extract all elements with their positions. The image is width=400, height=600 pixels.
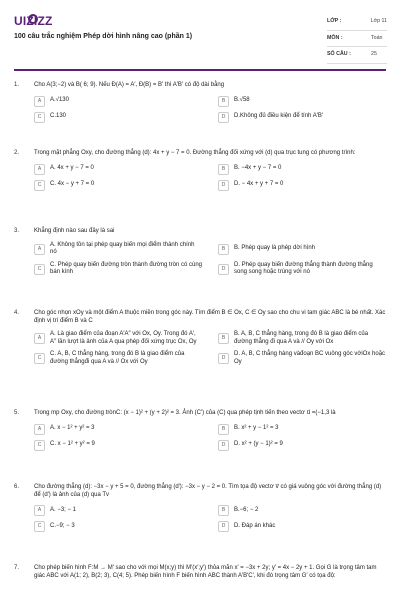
option-b[interactable] <box>218 424 386 435</box>
meta-table <box>327 14 387 64</box>
question-7 <box>14 565 386 580</box>
option-letter: C <box>34 521 45 532</box>
question-number: 3. <box>14 228 20 234</box>
option-letter: C <box>34 264 45 275</box>
question-stem: Trong mp Oxy, cho đường trònC: (x − 1)² + (y + 2)² = 3. Ảnh (C′) của (C) qua phép tịnh tiến theo vectơ u⃗ =(−1,3 là <box>34 410 336 416</box>
option-text: D. A, B, C thẳng hàng vàđoạn BC vuông góc vớiOx hoặc Oy <box>234 351 386 365</box>
option-text: A. x − 1² + y² = 3 <box>50 425 95 432</box>
option-a[interactable] <box>34 505 202 516</box>
option-text: C.−9; − 3 <box>50 522 75 529</box>
option-a[interactable] <box>34 164 202 175</box>
option-letter: C <box>34 112 45 123</box>
option-letter: A <box>34 96 45 107</box>
meta-row-class <box>327 14 387 31</box>
option-letter: A <box>34 424 45 435</box>
question-number: 4. <box>14 310 20 316</box>
meta-value: 25 <box>371 51 377 58</box>
option-d[interactable] <box>218 351 386 366</box>
question-1 <box>14 82 386 123</box>
question-number: 7. <box>14 565 20 571</box>
option-b[interactable] <box>218 96 386 107</box>
option-c[interactable] <box>34 262 202 277</box>
options-grid <box>34 505 386 532</box>
option-d[interactable] <box>218 521 386 532</box>
option-b[interactable] <box>218 242 386 257</box>
option-letter: A <box>34 505 45 516</box>
option-letter: D <box>218 180 229 191</box>
meta-value: Toán <box>371 34 383 41</box>
option-text: A. −3; − 1 <box>50 506 77 513</box>
question-3 <box>14 228 386 277</box>
option-text: A. Không tồn tại phép quay biến mọi điểm thành chính nó <box>50 241 195 255</box>
option-letter: D <box>218 112 229 123</box>
option-text: A. Là giao điểm của đoạn A′A″ với Ox, Oy. Trong đó A′, A″ lần lượt là ảnh của A qua phép đối xứng trục Ox, Oy <box>50 331 197 345</box>
option-letter: D <box>218 353 229 364</box>
option-text: D. − 4x + y + 7 = 0 <box>234 181 284 188</box>
option-text: D. Đáp án khác <box>234 522 276 529</box>
option-c[interactable] <box>34 440 202 451</box>
meta-row-subject <box>327 31 387 48</box>
meta-key: LỚP : <box>327 18 342 24</box>
header-divider <box>14 69 386 71</box>
meta-key: SỐ CÂU : <box>327 51 351 58</box>
option-letter: C <box>34 440 45 451</box>
option-c[interactable] <box>34 351 202 366</box>
options-grid <box>34 96 386 123</box>
option-letter: B <box>218 244 229 255</box>
meta-key: MÔN : <box>327 34 343 41</box>
option-d[interactable] <box>218 262 386 277</box>
option-letter: D <box>218 521 229 532</box>
logo-q-icon <box>28 14 38 24</box>
meta-value: Lớp 11 <box>370 18 387 24</box>
option-text: B.−6; − 2 <box>234 506 259 513</box>
option-d[interactable] <box>218 112 386 123</box>
options-grid <box>34 164 386 191</box>
option-letter: B <box>218 424 229 435</box>
option-text: B. x² + y − 1² = 3 <box>234 425 279 432</box>
option-a[interactable] <box>34 331 202 346</box>
option-letter: C <box>34 180 45 191</box>
option-letter: B <box>218 333 229 344</box>
option-text: A. 4x + y − 7 = 0 <box>50 165 94 172</box>
option-a[interactable] <box>34 424 202 435</box>
option-text: C. 4x − y + 7 = 0 <box>50 181 95 188</box>
question-stem: Trong mặt phẳng Oxy, cho đường thẳng (d): 4x + y − 7 = 0. Đường thẳng đối xứng với (d) qua trục tung có phương trình: <box>34 150 356 156</box>
option-a[interactable] <box>34 242 202 257</box>
meta-row-count <box>327 47 387 64</box>
option-b[interactable] <box>218 505 386 516</box>
option-letter: B <box>218 505 229 516</box>
page-title: 100 câu trắc nghiệm Phép dời hình nâng cao (phần 1) <box>14 33 193 40</box>
option-text: D.Không đủ điều kiện để tính A′B′ <box>234 113 323 120</box>
question-stem: Cho đường thẳng (d): −3x − y + 5 = 0, đường thẳng (d′): −3x − y − 2 = 0. Tìm tọa độ vectơ v⃗ có giá vuông góc với đường thẳng (d) để (d′) là ảnh của (d) qua Tv <box>34 484 382 498</box>
question-5 <box>14 410 386 451</box>
option-letter: A <box>34 333 45 344</box>
question-4 <box>14 310 386 366</box>
option-b[interactable] <box>218 164 386 175</box>
worksheet-header <box>0 0 400 66</box>
option-c[interactable] <box>34 180 202 191</box>
option-text: C.130 <box>50 113 67 120</box>
question-number: 6. <box>14 484 20 490</box>
option-text: D. Phép quay biến đường thẳng thành đường thẳng song song hoặc trùng với nó <box>234 261 373 275</box>
option-letter: C <box>34 353 45 364</box>
option-text: B. A, B, C thẳng hàng, trong đó B là giao điểm của đường thẳng đi qua A và // Oy với Ox <box>234 331 369 345</box>
option-letter: B <box>218 96 229 107</box>
option-letter: A <box>34 164 45 175</box>
question-6 <box>14 484 386 532</box>
option-text: B. −4x + y − 7 = 0 <box>234 165 282 172</box>
quizizz-logo <box>14 14 53 29</box>
option-letter: A <box>34 244 45 255</box>
options-grid <box>34 242 386 277</box>
logo-text: UIZIZZ <box>14 14 53 28</box>
option-text: A.√130 <box>50 97 69 104</box>
option-d[interactable] <box>218 180 386 191</box>
option-letter: B <box>218 164 229 175</box>
question-number: 2. <box>14 150 20 156</box>
option-text: B. Phép quay là phép dời hình <box>234 245 315 252</box>
options-grid <box>34 424 386 451</box>
question-number: 5. <box>14 410 20 416</box>
option-a[interactable] <box>34 96 202 107</box>
option-c[interactable] <box>34 521 202 532</box>
option-c[interactable] <box>34 112 202 123</box>
question-2 <box>14 150 386 191</box>
question-stem: Cho A(3;−2) và B( 6; 9). Nếu Đ(A) = A′, Đ(B) = B′ thì A′B′ có độ dài bằng <box>34 82 225 88</box>
option-letter: D <box>218 264 229 275</box>
options-grid <box>34 331 386 366</box>
option-b[interactable] <box>218 331 386 346</box>
question-number: 1. <box>14 82 20 88</box>
option-text: C. x − 1² + y² = 9 <box>50 441 95 448</box>
question-stem: Khẳng định nào sau đây là sai <box>34 228 115 234</box>
option-letter: D <box>218 440 229 451</box>
question-stem: Cho phép biến hình F:M → M′ sao cho với mọi M(x;y) thì M′(x′;y′) thỏa mãn x′ = −3x + 2y; y′ = 4x − 2y + 1. Gọi G là trọng tâm tam giác ABC với A(1; 2), B(2; 3), C(4; 5). Phép biến hình F biến hình ABC thành A′B′C′, khi đó trọng tâm G′ có tọa độ: <box>34 565 377 579</box>
option-text: B.√58 <box>234 97 250 104</box>
question-stem: Cho góc nhọn xOy và một điểm A thuộc miền trong góc này. Tìm điểm B ∈ Ox, C ∈ Oy sao cho chu vi tam giác ABC là bé nhất. Xác định vị trí điểm B và C <box>34 310 386 324</box>
option-d[interactable] <box>218 440 386 451</box>
option-text: C. A, B, C thẳng hàng, trong đó B là giao điểm của đường thẳngđi qua A và // Ox với Oy <box>50 351 185 365</box>
option-text: D. x² + (y − 1)² = 9 <box>234 441 283 448</box>
option-text: C. Phép quay biến đường tròn thành đường tròn có cùng bán kính <box>50 261 203 275</box>
